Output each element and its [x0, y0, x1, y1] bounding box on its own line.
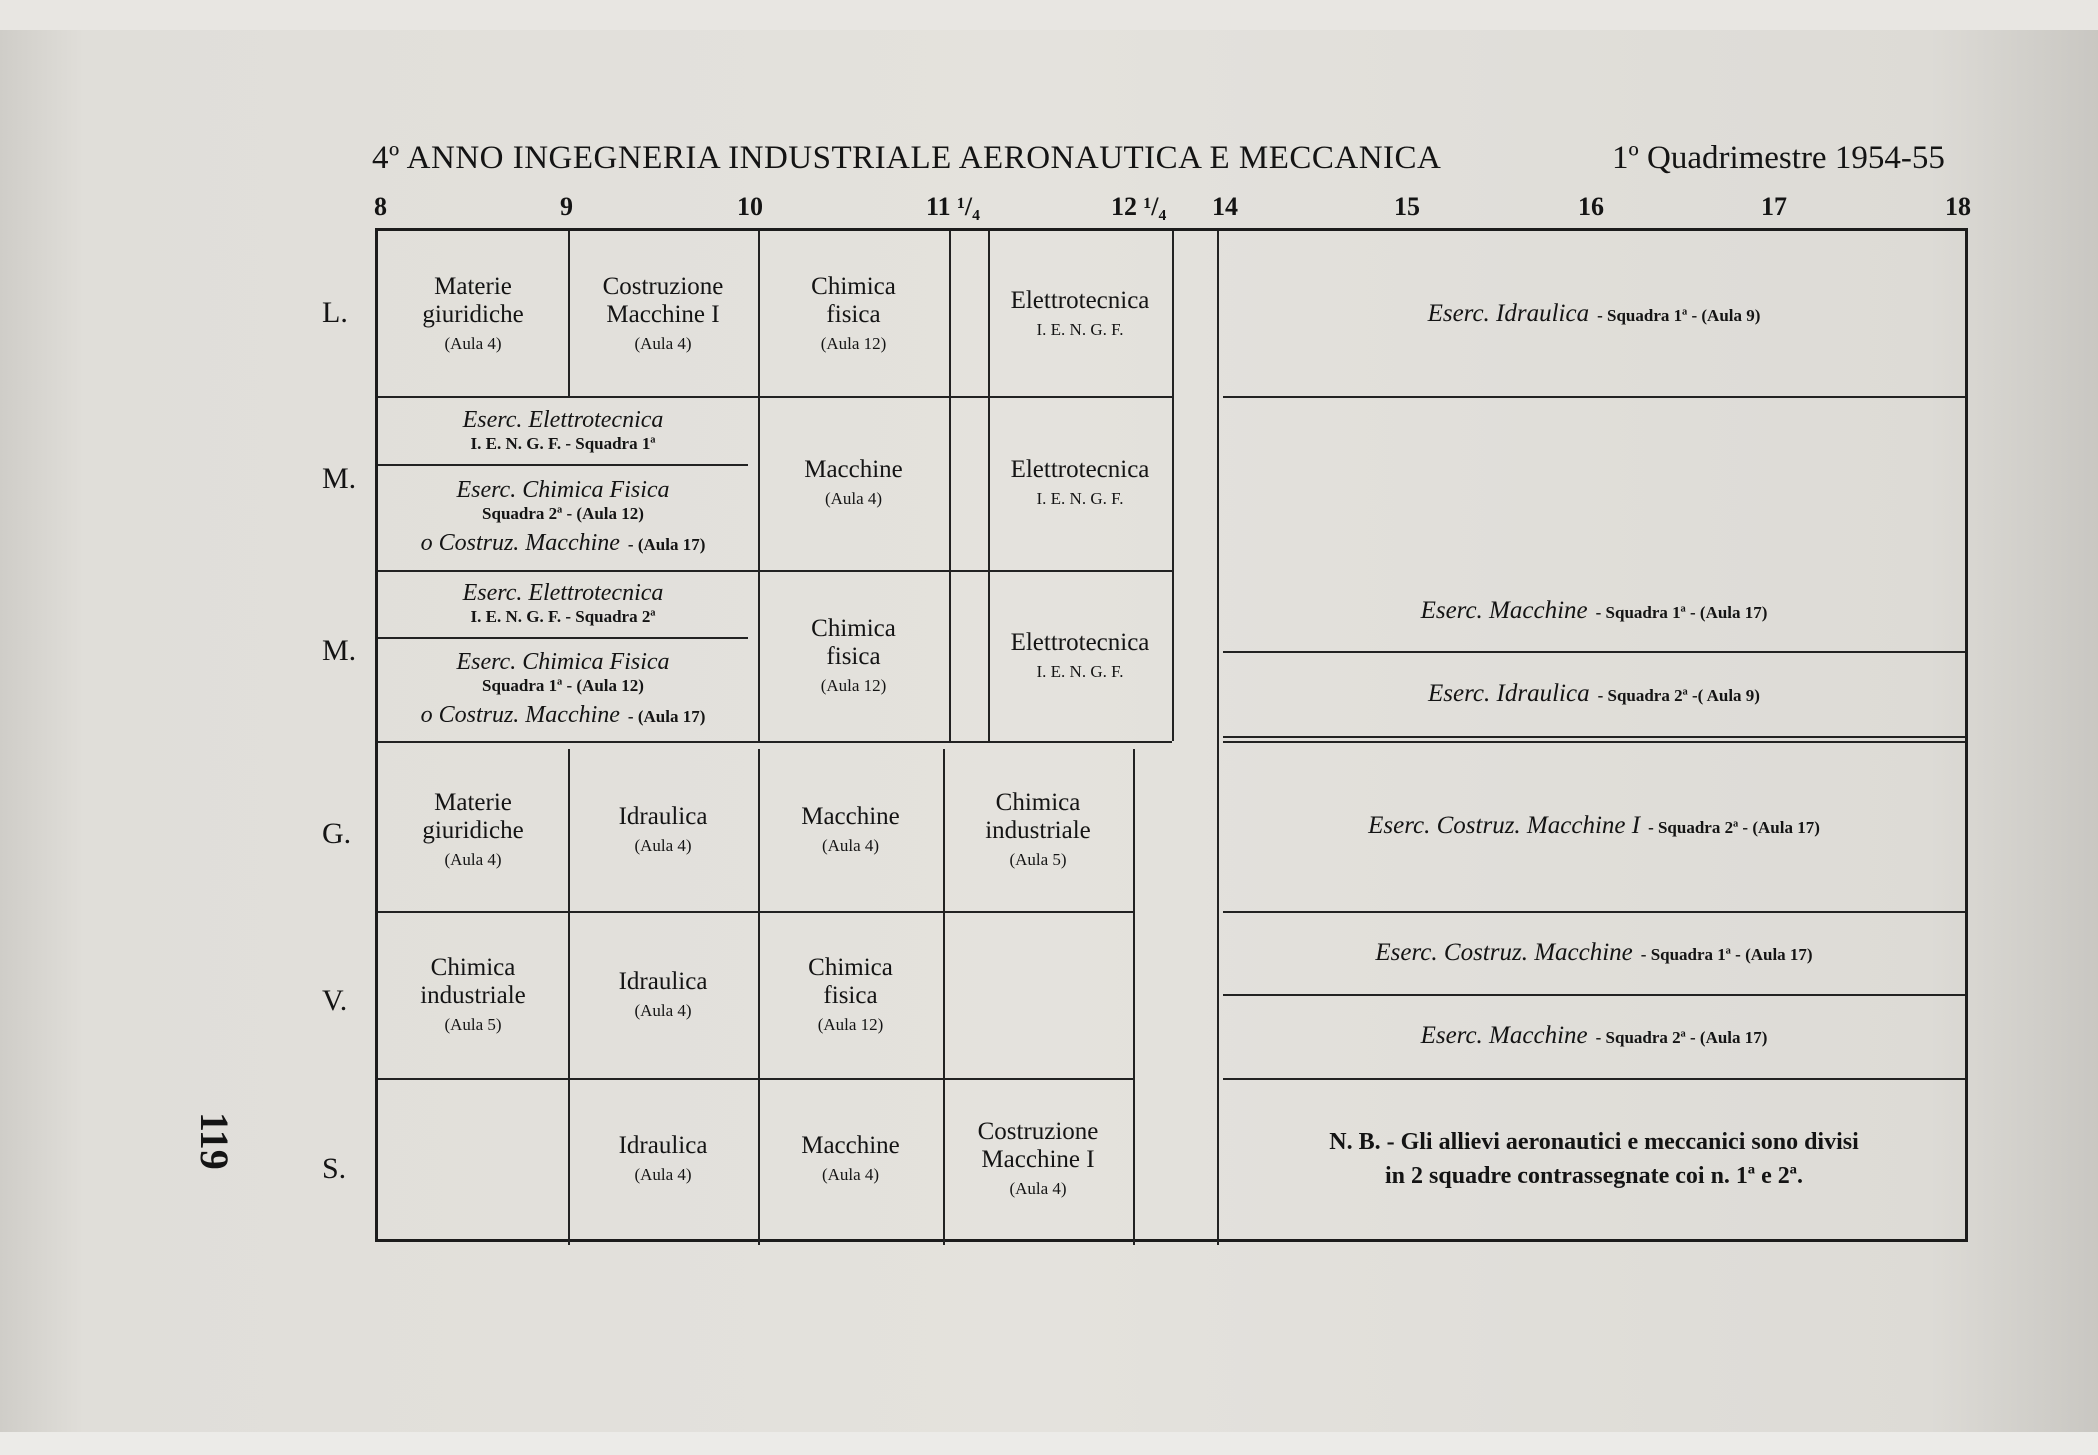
lesson-cell — [378, 749, 568, 911]
exercise-cell — [378, 637, 748, 741]
day-label-mercoledi: M. — [322, 634, 357, 667]
lesson-room: (Aula 12) — [820, 333, 887, 353]
exercise-cell — [1223, 651, 1965, 736]
lesson-subject: Elettrotecnica — [1010, 286, 1150, 314]
lesson-room: (Aula 4) — [821, 1164, 880, 1184]
lesson-room: (Aula 4) — [444, 333, 502, 353]
exercise-label: Eserc. Elettrotecnica — [462, 580, 664, 606]
lesson-subject: Chimica fisica — [811, 272, 896, 328]
hour-label: 12 ¹/₄ — [1111, 192, 1167, 221]
lesson-subject: Macchine — [801, 1131, 900, 1159]
term-label: 1º Quadrimestre 1954-55 — [1612, 140, 1945, 176]
lesson-room: (Aula 4) — [824, 489, 883, 508]
exercise-detail: - Squadra 1ª - (Aula 17) — [1640, 944, 1813, 964]
lesson-subject: Costruzione Macchine I — [602, 272, 724, 328]
exercise-detail: - Squadra 1ª - (Aula 9) — [1597, 305, 1761, 325]
hour-label: 18 — [1945, 192, 1971, 221]
lesson-cell — [758, 570, 949, 741]
exercise-label: Eserc. Chimica Fisica — [456, 477, 670, 503]
exercise-detail: Squadra 2ª - (Aula 12) — [482, 504, 644, 523]
lesson-subject: Elettrotecnica — [1010, 456, 1150, 483]
day-label-giovedi: G. — [322, 817, 352, 850]
note-line: in 2 squadre contrassegnate coi n. 1ª e 2ª. — [1385, 1162, 1803, 1189]
exercise-detail: - Squadra 2ª -( Aula 9) — [1597, 685, 1760, 705]
lesson-room: I. E. N. G. F. — [1036, 661, 1124, 681]
lesson-cell — [758, 911, 943, 1078]
exercise-detail: - Squadra 1ª - (Aula 17) — [1595, 602, 1768, 622]
lesson-subject: Elettrotecnica — [1010, 628, 1150, 656]
lesson-subject: Chimica industriale — [985, 789, 1091, 844]
exercise-label: Eserc. Chimica Fisica — [456, 649, 670, 675]
lesson-cell — [988, 570, 1172, 741]
exercise-label: Eserc. Macchine — [1420, 1022, 1588, 1049]
exercise-cell — [1223, 911, 1965, 994]
lesson-subject: Idraulica — [618, 803, 708, 830]
lesson-cell — [568, 231, 758, 396]
day-label-venerdi: V. — [322, 984, 348, 1017]
lesson-room: (Aula 5) — [1009, 850, 1067, 869]
hour-label: 9 — [560, 192, 573, 221]
page-number: 119 — [192, 1112, 237, 1170]
exercise-label: Eserc. Costruz. Macchine — [1375, 938, 1633, 966]
day-label-lunedi: L. — [322, 296, 348, 329]
lesson-room: (Aula 12) — [817, 1014, 884, 1034]
divider — [949, 231, 951, 741]
lesson-cell — [568, 1078, 758, 1239]
lesson-cell — [568, 911, 758, 1078]
lesson-cell — [758, 231, 949, 396]
hour-label: 17 — [1761, 192, 1787, 221]
exercise-detail: - (Aula 17) — [627, 707, 706, 726]
exercise-cell — [1223, 994, 1965, 1078]
row-line — [1223, 396, 1965, 398]
lesson-subject: Macchine — [804, 456, 903, 483]
lesson-room: (Aula 4) — [634, 836, 692, 855]
note-cell — [1223, 1078, 1965, 1239]
exercise-cell — [378, 464, 748, 570]
exercise-detail: I. E. N. G. F. - Squadra 1ª — [470, 433, 656, 453]
page-top-margin — [0, 0, 2098, 30]
exercise-cell — [1223, 741, 1965, 911]
exercise-label: Eserc. Idraulica — [1428, 679, 1590, 707]
exercise-label: o Costruz. Macchine — [420, 530, 620, 556]
lesson-room: (Aula 4) — [1009, 1178, 1067, 1198]
exercise-cell — [1223, 570, 1965, 651]
day-label-sabato: S. — [322, 1152, 347, 1185]
lesson-cell — [758, 396, 949, 570]
hour-label: 14 — [1212, 192, 1238, 221]
lesson-subject: Chimica industriale — [420, 953, 526, 1009]
exercise-detail: I. E. N. G. F. - Squadra 2ª — [470, 607, 656, 626]
lesson-room: I. E. N. G. F. — [1036, 319, 1124, 339]
lesson-subject: Costruzione Macchine I — [977, 1117, 1099, 1173]
exercise-label: Eserc. Elettrotecnica — [462, 406, 664, 433]
lesson-subject: Idraulica — [618, 1131, 708, 1159]
lesson-room: (Aula 4) — [444, 850, 502, 869]
exercise-detail: Squadra 1ª - (Aula 12) — [482, 676, 644, 695]
lesson-cell — [988, 396, 1172, 570]
timetable-grid — [375, 228, 1968, 1242]
lesson-cell — [943, 1078, 1133, 1239]
lesson-cell — [988, 231, 1172, 396]
lesson-room: I. E. N. G. F. — [1036, 489, 1124, 508]
lesson-subject: Idraulica — [618, 967, 708, 995]
divider — [1133, 749, 1135, 1245]
day-label-martedi: M. — [322, 462, 357, 495]
lesson-room: (Aula 12) — [820, 675, 887, 695]
lesson-subject: Macchine — [801, 803, 900, 830]
lesson-cell — [378, 231, 568, 396]
hour-label: 10 — [737, 192, 763, 221]
timetable-title: 4º ANNO INGEGNERIA INDUSTRIALE AERONAUTICA E MECCANICA — [372, 140, 1442, 176]
divider — [1172, 231, 1174, 741]
lesson-room: (Aula 4) — [634, 1164, 692, 1184]
exercise-cell — [378, 396, 748, 464]
exercise-cell — [378, 570, 748, 637]
exercise-label: Eserc. Costruz. Macchine I — [1368, 812, 1641, 839]
lesson-cell — [758, 749, 943, 911]
lesson-cell — [943, 749, 1133, 911]
exercise-detail: - Squadra 2ª - (Aula 17) — [1595, 1028, 1768, 1047]
lesson-subject: Materie giuridiche — [422, 272, 524, 328]
exercise-label: Eserc. Idraulica — [1427, 299, 1590, 327]
lesson-cell — [758, 1078, 943, 1239]
lesson-subject: Chimica fisica — [808, 953, 893, 1009]
exercise-label: Eserc. Macchine — [1420, 596, 1588, 624]
lesson-cell — [568, 749, 758, 911]
page-bottom-margin — [0, 1432, 2098, 1455]
divider-afternoon — [1217, 231, 1219, 1245]
row-line — [1223, 736, 1965, 738]
lesson-room: (Aula 4) — [634, 333, 692, 353]
exercise-label: o Costruz. Macchine — [420, 702, 620, 728]
lesson-subject: Materie giuridiche — [422, 789, 524, 844]
lesson-cell — [378, 911, 568, 1078]
lesson-subject: Chimica fisica — [811, 614, 896, 670]
exercise-cell — [1223, 231, 1965, 396]
hour-label: 11 ¹/₄ — [926, 192, 980, 221]
hour-label: 15 — [1394, 192, 1420, 221]
lesson-room: (Aula 4) — [821, 836, 880, 855]
lesson-room: (Aula 5) — [444, 1014, 502, 1034]
hour-label: 16 — [1578, 192, 1604, 221]
exercise-detail: - (Aula 17) — [627, 535, 706, 554]
row-line — [378, 741, 1172, 743]
exercise-detail: - Squadra 2ª - (Aula 17) — [1648, 818, 1820, 837]
lesson-room: (Aula 4) — [634, 1000, 692, 1020]
note-line: N. B. - Gli allievi aeronautici e meccanici sono divisi — [1329, 1128, 1859, 1155]
hour-label: 8 — [374, 192, 387, 221]
